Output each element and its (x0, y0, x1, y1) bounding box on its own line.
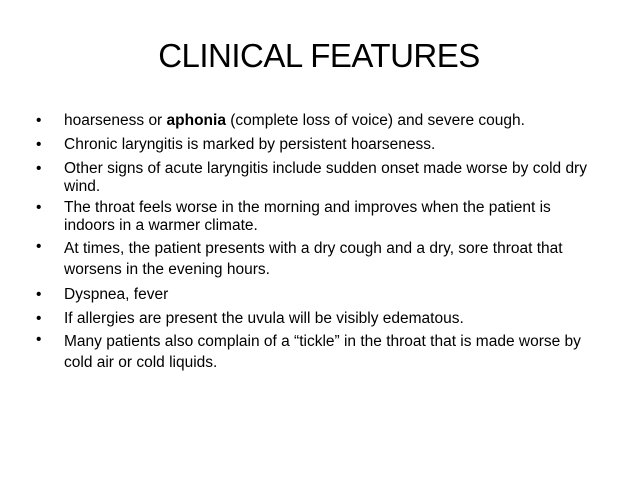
bullet-text: hoarseness or aphonia (complete loss of voice) and severe cough. (64, 112, 525, 129)
bullet-icon: • (36, 238, 42, 255)
bullet-item (36, 310, 598, 328)
bullet-text: At times, the patient presents with a dry cough and a dry, sore throat that worsens in the evening hours. (64, 240, 563, 278)
bullet-text: Dyspnea, fever (64, 286, 169, 303)
bullet-item (36, 331, 598, 373)
bullet-item (36, 160, 598, 196)
bullet-text: Many patients also complain of a “tickle” in the throat that is made worse by cold air or cold liquids. (64, 333, 581, 371)
bullet-item (36, 136, 598, 154)
bullet-icon: • (36, 199, 42, 216)
bullet-item (36, 112, 598, 130)
slide-title: CLINICAL FEATURES (158, 37, 480, 74)
bold-term: aphonia (166, 112, 226, 129)
bullet-item (36, 286, 598, 304)
bullet-text: If allergies are present the uvula will be visibly edematous. (64, 310, 464, 327)
bullet-icon: • (36, 331, 42, 348)
bullet-item (36, 199, 598, 235)
bullet-icon: • (36, 112, 42, 129)
bullet-icon: • (36, 310, 42, 327)
bullet-text: Other signs of acute laryngitis include sudden onset made worse by cold dry wind. (64, 160, 587, 195)
bullet-icon: • (36, 286, 42, 303)
bullet-icon: • (36, 136, 42, 153)
bullet-icon: • (36, 160, 42, 177)
bullet-text: Chronic laryngitis is marked by persistent hoarseness. (64, 136, 436, 153)
bullet-text: The throat feels worse in the morning and improves when the patient is indoors in a warmer climate. (64, 199, 551, 234)
bullet-item (36, 238, 598, 280)
bullet-list (36, 112, 598, 379)
